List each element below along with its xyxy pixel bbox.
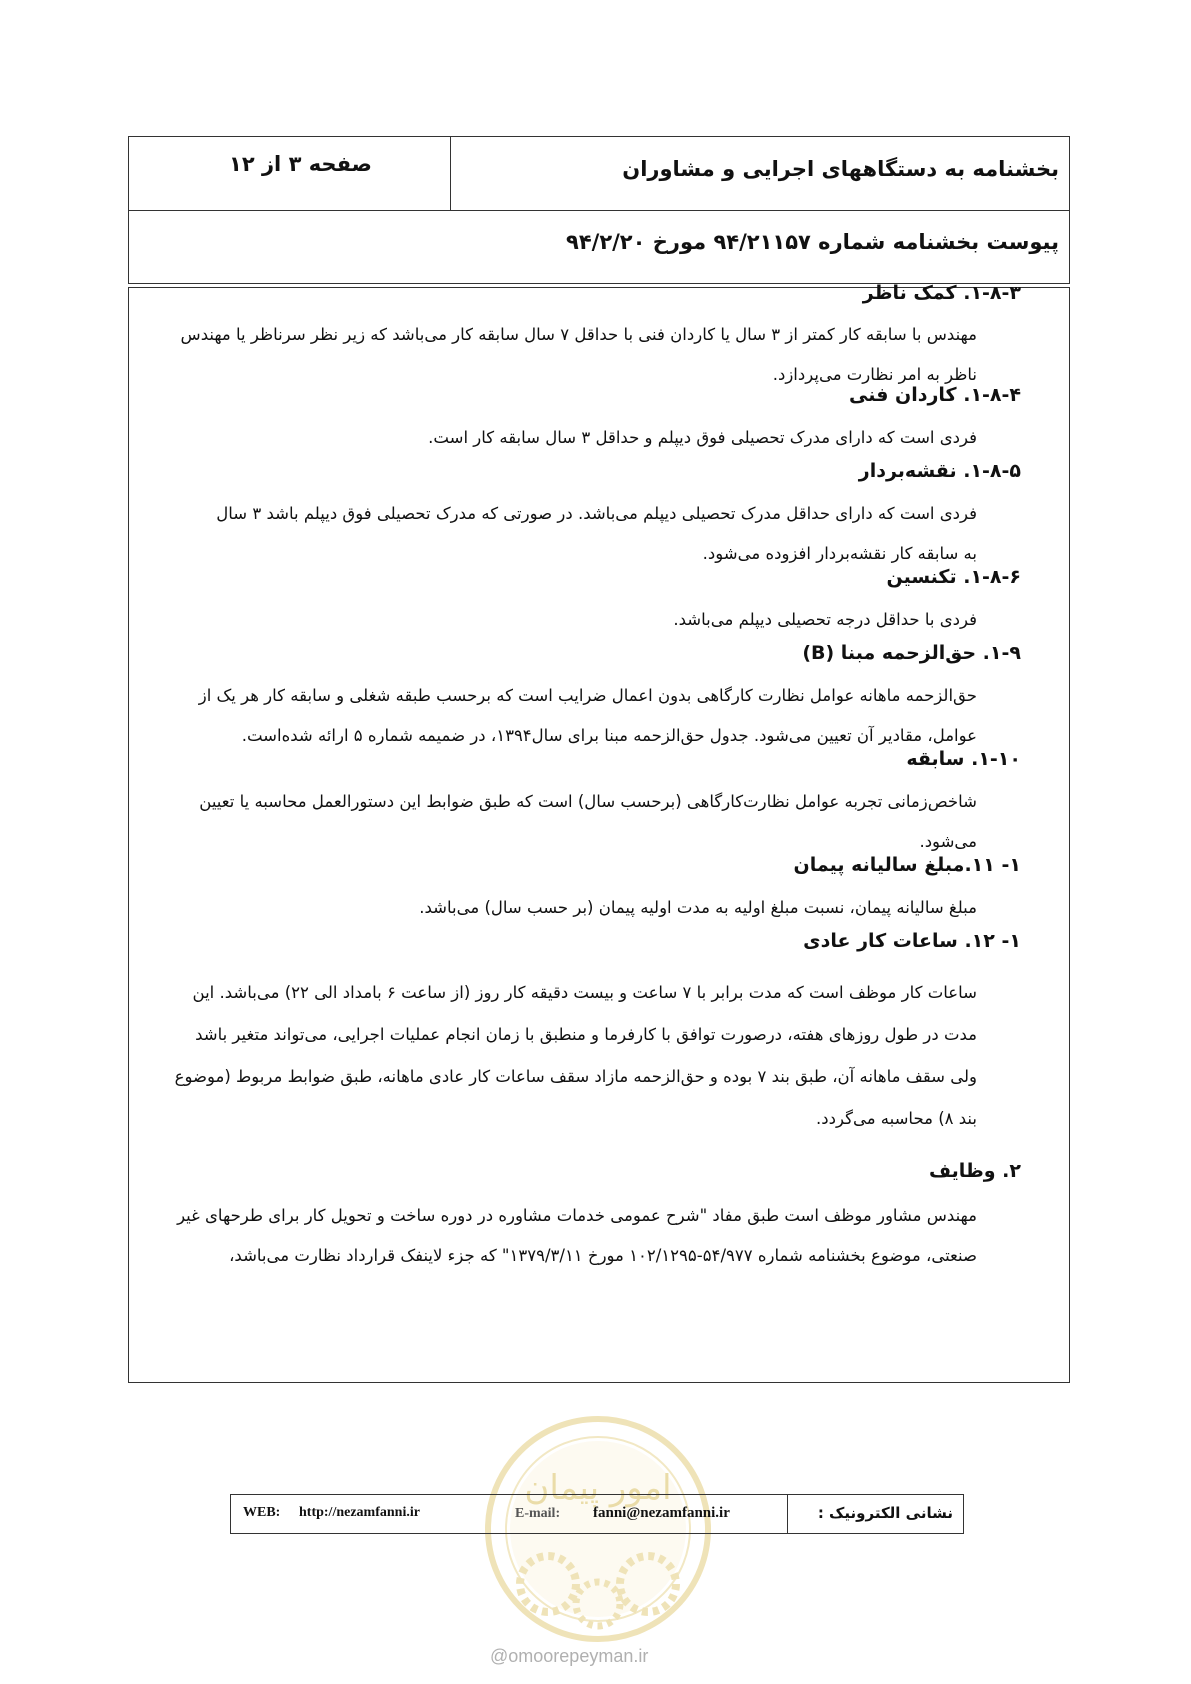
watermark-seal-text: امور پیمان [524, 1468, 672, 1508]
section-paragraph [180, 315, 977, 395]
paragraph-line: عوامل، مقادیر آن تعیین می‌شود. جدول حق‌الزحمه مبنا برای سال۱۳۹۴، در ضمیمه شماره ۵ ارائه شده‌است. [241, 726, 977, 745]
web-link[interactable]: http://nezamfanni.ir [299, 1505, 420, 1520]
paragraph-line: بند ۸) محاسبه می‌گردد. [816, 1109, 977, 1128]
body-box [128, 282, 1070, 1383]
paragraph-line: مهندس با سابقه کار کمتر از ۳ سال یا کاردان فنی با حداقل ۷ سال سابقه کار می‌باشد که زیر نظر سرناظر یا مهندس [180, 325, 977, 344]
paragraph-line: شاخص‌زمانی تجربه عوامل نظارت‌کارگاهی (برحسب سال) است که طبق ضوابط این دستورالعمل محاسبه یا تعیین [199, 792, 977, 811]
section-paragraph [177, 1196, 977, 1276]
section-paragraph [189, 600, 977, 640]
circular-title: بخشنامه به دستگاههای اجرایی و مشاوران [622, 157, 1059, 181]
paragraph-line: فردی با حداقل درجه تحصیلی دیپلم می‌باشد. [673, 610, 977, 629]
section-heading: ۲. وظایف [928, 1160, 1021, 1182]
email-label: E-mail: [515, 1506, 561, 1521]
section-heading: ۱-۸-۵. نقشه‌بردار [858, 460, 1021, 482]
watermark-text: @omoorepeyman.ir [490, 1646, 649, 1666]
section-paragraph [189, 888, 977, 928]
section-paragraph [189, 676, 977, 756]
paragraph-line: صنعتی، موضوع بخشنامه شماره ۵۴/۹۷۷-۱۰۲/۱۲۹۵ مورخ ۱۳۷۹/۳/۱۱" که جزء لاینفک قرارداد نظارت می‌باشد، [229, 1246, 977, 1265]
paragraph-line: ناظر به امر نظارت می‌پردازد. [772, 365, 977, 384]
header-table [128, 136, 1070, 284]
section-paragraph [189, 418, 977, 458]
attachment-title: پیوست بخشنامه شماره ۹۴/۲۱۱۵۷ مورخ ۹۴/۲/۲۰ [566, 230, 1059, 254]
section-heading: ۱- ۱۲. ساعات کار عادی [803, 930, 1021, 952]
footer-divider [787, 1495, 788, 1533]
section-heading: ۱-۸-۳. کمک ناظر [862, 282, 1021, 304]
paragraph-line: مدت در طول روزهای هفته، درصورت توافق با کارفرما و منطبق با زمان انجام عملیات اجرایی، می‌تواند متغیر باشد [195, 1025, 977, 1044]
paragraph-line: مهندس مشاور موظف است طبق مفاد "شرح عمومی خدمات مشاوره در دوره ساخت و تحویل کار برای طرحهای غیر [177, 1206, 977, 1225]
paragraph-line: فردی است که دارای مدرک تحصیلی فوق دیپلم و حداقل ۳ سال سابقه کار است. [428, 428, 977, 447]
paragraph-line: فردی است که دارای حداقل مدرک تحصیلی دیپلم می‌باشد. در صورتی که مدرک تحصیلی فوق دیپلم باشد ۳ سال [216, 504, 977, 523]
paragraph-line: ساعات کار موظف است که مدت برابر با ۷ ساعت و بیست دقیقه کار روز (از ساعت ۶ بامداد الی ۲۲) می‌باشد. این [192, 983, 977, 1002]
paragraph-line: به سابقه کار نقشه‌بردار افزوده می‌شود. [702, 544, 977, 563]
footer-table [230, 1494, 964, 1534]
contact-label: نشانی الکترونیک : [817, 1504, 953, 1522]
web-label: WEB: [243, 1505, 281, 1520]
page-number: صفحه ۳ از ۱۲ [229, 152, 372, 176]
section-heading: ۱-۸-۴. کاردان فنی [848, 384, 1021, 406]
paragraph-line: حق‌الزحمه ماهانه عوامل نظارت کارگاهی بدون اعمال ضرایب است که برحسب طبقه شغلی و سابقه کار هر یک از [198, 686, 977, 705]
paragraph-line: ولی سقف ماهانه آن، طبق بند ۷ بوده و حق‌الزحمه مازاد سقف ساعات کار عادی ماهانه، طبق ضوابط مربوط (موضوع [174, 1067, 977, 1086]
section-heading: ۱-۸-۶. تکنسین [886, 566, 1021, 588]
page-cell [129, 137, 451, 210]
email-link[interactable]: fanni@nezamfanni.ir [593, 1505, 730, 1521]
section-heading: ۱- ۱۱.مبلغ سالیانه پیمان [793, 854, 1021, 876]
section-paragraph [189, 494, 977, 574]
paragraph-line: مبلغ سالیانه پیمان، نسبت مبلغ اولیه به مدت اولیه پیمان (بر حسب سال) می‌باشد. [419, 898, 977, 917]
section-paragraph [189, 782, 977, 862]
section-heading: ۱-۱۰. سابقه [906, 748, 1021, 770]
paragraph-line: می‌شود. [919, 832, 977, 851]
section-heading: ۱-۹. حق‌الزحمه مبنا (B) [802, 642, 1021, 664]
section-paragraph [174, 972, 977, 1140]
header-row [129, 137, 1069, 211]
